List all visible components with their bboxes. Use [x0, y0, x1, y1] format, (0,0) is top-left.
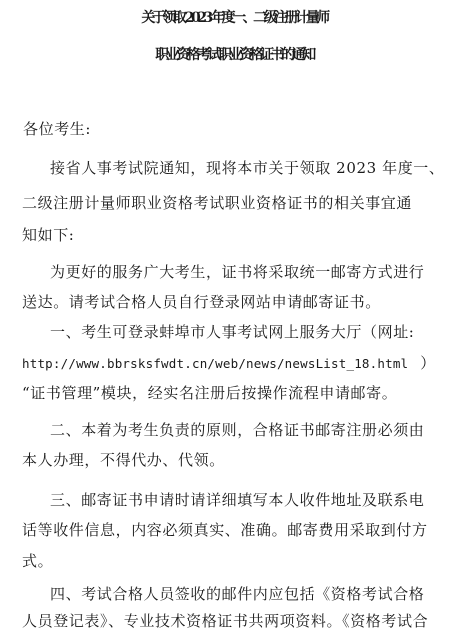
document-title-line-2: 职业资格考试职业资格证书的通知	[155, 47, 313, 63]
paragraph-2-line-2: 送达。请考试合格人员自行登录网站申请邮寄证书。	[22, 293, 381, 311]
paragraph-6-line-1: 四、考试合格人员签收的邮件内应包括《资格考试合格	[50, 585, 425, 603]
paragraph-2-line-1: 为更好的服务广大考生，证书将采取统一邮寄方式进行	[50, 263, 425, 281]
paragraph-4-line-2: 本人办理，不得代办、代领。	[22, 451, 225, 469]
document-title-line-1: 关于领取 2023 年度一、二级注册计量师	[141, 10, 327, 26]
paragraph-4-line-1: 二、本着为考生负责的原则，合格证书邮寄注册必须由	[50, 421, 425, 439]
paragraph-1-line-2: 二级注册计量师职业资格考试职业资格证书的相关事宜通	[22, 194, 413, 212]
paragraph-5-line-3: 式。	[22, 552, 54, 570]
paragraph-3-line-3: “证书管理”模块，经实名注册后按操作流程申请邮寄。	[22, 384, 398, 402]
paragraph-6-line-2: 人员登记表》、专业技术资格证书共两项资料。《资格考试合	[22, 612, 429, 630]
paragraph-1-line-1: 接省人事考试院通知，现将本市关于领取 2023 年度一、	[50, 159, 445, 177]
paragraph-3-url-line	[22, 353, 436, 374]
url-close-paren: ）	[420, 354, 436, 372]
salutation: 各位考生:	[23, 120, 92, 138]
paragraph-5-line-2: 话等收件信息，内容必须真实、准确。邮寄费用采取到付方	[22, 521, 428, 539]
paragraph-5-line-1: 三、邮寄证书申请时请详细填写本人收件地址及联系电	[50, 491, 425, 509]
paragraph-1-line-3: 知如下:	[22, 226, 75, 244]
paragraph-3-line-1: 一、考生可登录蚌埠市人事考试网上服务大厅（网址:	[50, 323, 415, 341]
service-hall-url: http://www.bbrsksfwdt.cn/web/news/newsList_18.html	[22, 356, 409, 371]
